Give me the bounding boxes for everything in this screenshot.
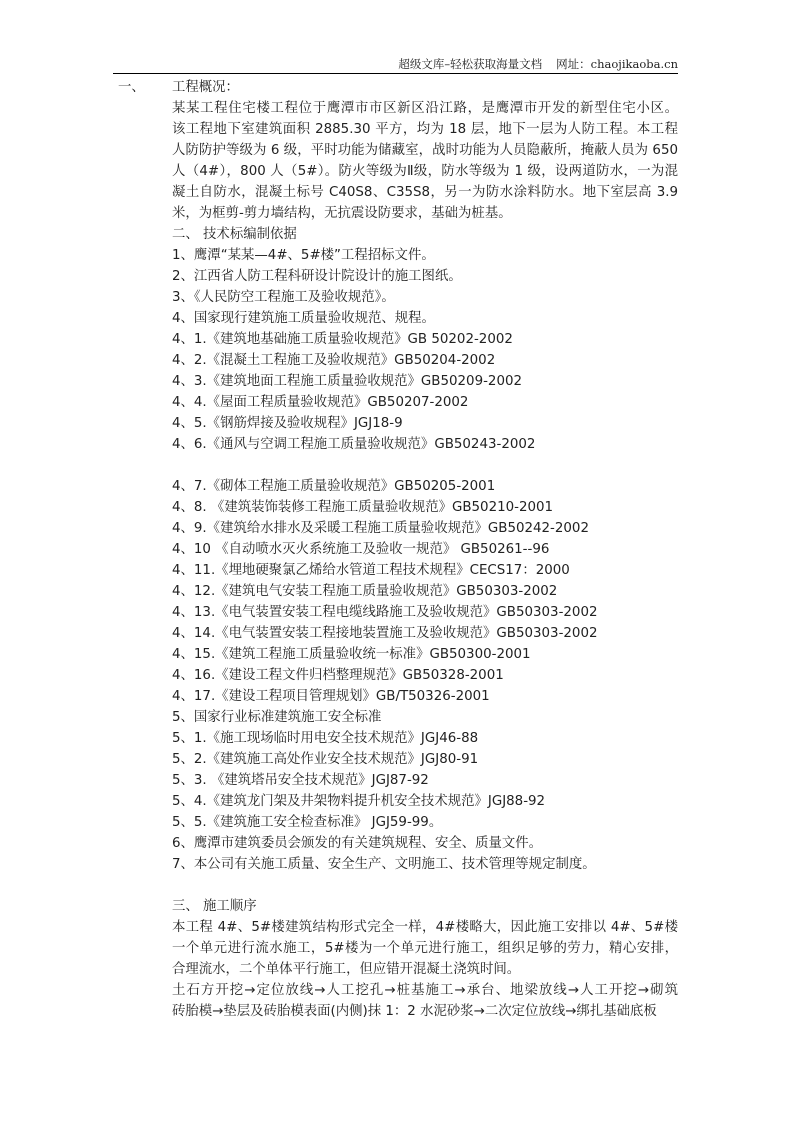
list-item: 5、3. 《建筑塔吊安全技术规范》JGJ87-92: [172, 773, 429, 788]
paragraph-line: 合理流水，二个单体平行施工，但应错开混凝土浇筑时间。: [172, 962, 521, 977]
section-number: 一、: [118, 80, 145, 95]
section1-heading: [113, 77, 678, 98]
list-item: 4、3.《建筑地面工程施工质量验收规范》GB50209-2002: [172, 374, 523, 389]
blank-line: [113, 875, 678, 896]
list-item: 5、4.《建筑龙门架及井架物料提升机安全技术规范》JGJ88-92: [172, 794, 546, 809]
list-item: 4、13.《电气装置安装工程电缆线路施工及验收规范》GB50303-2002: [172, 605, 598, 620]
list-item: 4、4.《屋面工程质量验收规范》GB50207-2002: [172, 395, 469, 410]
list-item: 4、11.《埋地硬聚氯乙烯给水管道工程技术规程》CECS17：2000: [172, 563, 570, 578]
list-item: 4、1.《建筑地基础施工质量验收规范》GB 50202-2002: [172, 332, 513, 347]
section3-heading: 三、 施工顺序: [172, 899, 257, 914]
paragraph-line: 某某工程住宅楼工程位于鹰潭市市区新区沿江路，是鹰潭市开发的新型住宅小区。: [172, 101, 678, 116]
section-title: 工程概况：: [172, 80, 239, 95]
paragraph-line: 土石方开挖→定位放线→人工挖孔→桩基施工→承台、地梁放线→人工开挖→砌筑: [172, 983, 678, 998]
list-item: 4、2.《混凝土工程施工及验收规范》GB50204-2002: [172, 353, 496, 368]
list-item: 7、本公司有关施工质量、安全生产、文明施工、技术管理等规定制度。: [172, 857, 596, 872]
section2-list-b: [113, 476, 678, 875]
list-item: 1、鹰潭“某某—4#、5#楼”工程招标文件。: [172, 248, 435, 263]
header-rule: [113, 73, 678, 74]
paragraph-line: 人防防护等级为 6 级，平时功能为储藏室，战时功能为人员隐蔽所，掩蔽人员为 650: [172, 143, 678, 158]
blank-line: [113, 455, 678, 476]
list-item: 4、6.《通风与空调工程施工质量验收规范》GB50243-2002: [172, 437, 536, 452]
paragraph-line: 米，为框剪-剪力墙结构，无抗震设防要求，基础为桩基。: [172, 206, 512, 221]
list-item: 4、5.《钢筋焊接及验收规程》JGJ18-9: [172, 416, 403, 431]
section1-paragraph: [113, 98, 678, 224]
list-item: 2、江西省人防工程科研设计院设计的施工图纸。: [172, 269, 462, 284]
section2-list-a: [113, 245, 678, 455]
header-url: 网址：chaojikaoba.cn: [556, 57, 678, 71]
list-item: 4、8. 《建筑装饰装修工程施工质量验收规范》GB50210-2001: [172, 500, 554, 515]
list-item: 4、15.《建筑工程施工质量验收统一标准》GB50300-2001: [172, 647, 531, 662]
paragraph-line: 人（4#），800 人（5#）。防火等级为Ⅱ级，防水等级为 1 级，设两道防水，一为混: [172, 164, 678, 179]
list-item: 4、10 《自动喷水灭火系统施工及验收一规范》 GB50261--96: [172, 542, 550, 557]
paragraph-line: 该工程地下室建筑面积 2885.30 平方，均为 18 层，地下一层为人防工程。本工程: [172, 122, 678, 137]
list-item: 4、17.《建设工程项目管理规划》GB/T50326-2001: [172, 689, 490, 704]
list-item: 4、12.《建筑电气安装工程施工质量验收规范》GB50303-2002: [172, 584, 558, 599]
section2-heading: 二、 技术标编制依据: [172, 227, 297, 242]
paragraph-line: 凝土自防水，混凝土标号 C40S8、C35S8，另一为防水涂料防水。地下室层高 3.9: [172, 185, 678, 200]
list-item: 5、国家行业标准建筑施工安全标准: [172, 710, 382, 725]
list-item: 4、7.《砌体工程施工质量验收规范》GB50205-2001: [172, 479, 496, 494]
list-item: 3、《人民防空工程施工及验收规范》。: [172, 290, 395, 305]
paragraph-line: 砖胎模→垫层及砖胎模表面(内侧)抹 1：2 水泥砂浆→二次定位放线→绑扎基础底板: [172, 1004, 657, 1019]
paragraph-line: 一个单元进行流水施工，5#楼为一个单元进行施工，组织足够的劳力，精心安排，: [172, 941, 678, 956]
list-item: 4、国家现行建筑施工质量验收规范、规程。: [172, 311, 435, 326]
paragraph-line: 本工程 4#、5#楼建筑结构形式完全一样，4#楼略大，因此施工安排以 4#、5#楼: [172, 920, 678, 935]
document-body: [113, 77, 678, 1022]
section3-paragraph: [113, 917, 678, 1022]
list-item: 4、14.《电气装置安装工程接地装置施工及验收规范》GB50303-2002: [172, 626, 598, 641]
list-item: 5、1.《施工现场临时用电安全技术规范》JGJ46-88: [172, 731, 479, 746]
list-item: 5、2.《建筑施工高处作业安全技术规范》JGJ80-91: [172, 752, 479, 767]
header-site-name: 超级文库–轻松获取海量文档: [398, 57, 543, 71]
list-item: 4、9.《建筑给水排水及采暖工程施工质量验收规范》GB50242-2002: [172, 521, 589, 536]
list-item: 5、5.《建筑施工安全检查标准》 JGJ59-99。: [172, 815, 443, 830]
page-header: [113, 56, 678, 72]
list-item: 4、16.《建设工程文件归档整理规范》GB50328-2001: [172, 668, 504, 683]
list-item: 6、鹰潭市建筑委员会颁发的有关建筑规程、安全、质量文件。: [172, 836, 543, 851]
